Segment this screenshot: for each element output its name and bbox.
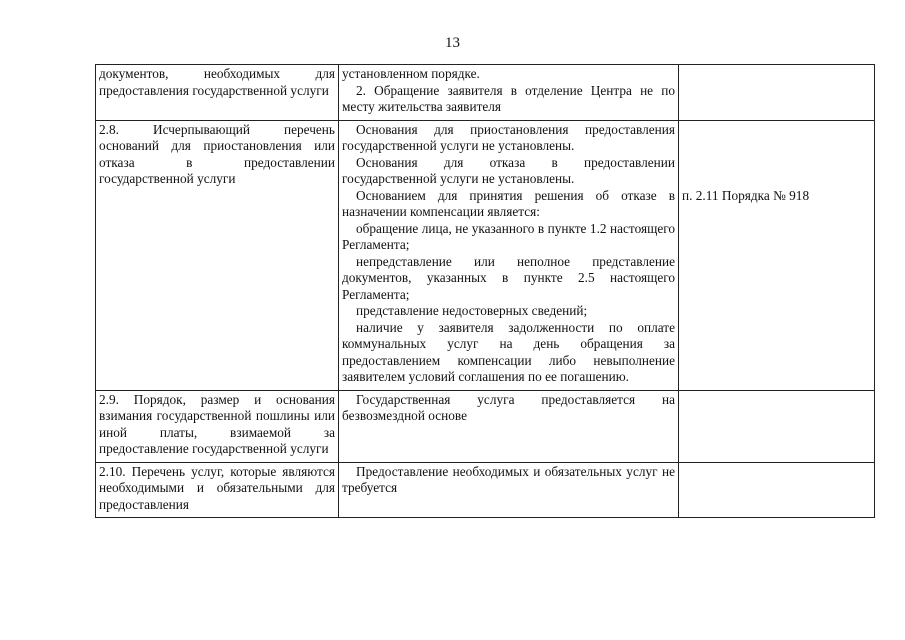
row-2-8-title-cell <box>96 120 339 390</box>
paragraph: Предоставление необходимых и обязательных услуг не требуется <box>342 463 675 495</box>
table-row <box>96 65 875 121</box>
paragraph: Основанием для принятия решения об отказе в назначении компенсации является: <box>342 187 675 219</box>
row-2-10-content-cell <box>339 462 679 518</box>
table-row <box>96 120 875 390</box>
row-2-9-content-cell <box>339 390 679 462</box>
paragraph: обращение лица, не указанного в пункте 1.2 настоящего Регламента; <box>342 220 675 252</box>
row-2-9-ref-cell <box>679 390 875 462</box>
row-2-10-title-cell <box>96 462 339 518</box>
row-2-8-content-cell <box>339 120 679 390</box>
row-prev-content-cell <box>339 65 679 121</box>
row-2-9-title: 2.9. Порядок, размер и основания взимания государственной пошлины или иной платы, взимаемой за предоставление государственной услуги <box>99 391 335 456</box>
paragraph: установленном порядке. <box>342 66 480 81</box>
row-prev-title-cell <box>96 65 339 121</box>
paragraph: Государственная услуга предоставляется на безвозмездной основе <box>342 391 675 423</box>
paragraph: наличие у заявителя задолженности по оплате коммунальных услуг на день обращения за предоставлением компенсации либо невыполнение заявителем условий соглашения по ее погашению. <box>342 319 675 384</box>
row-2-8-ref-cell <box>679 120 875 390</box>
paragraph: непредставление или неполное представление документов, указанных в пункте 2.5 настоящего Регламента; <box>342 253 675 302</box>
table-row <box>96 390 875 462</box>
row-2-10-ref-cell <box>679 462 875 518</box>
row-2-8-ref: п. 2.11 Порядка № 918 <box>682 187 810 203</box>
paragraph: 2. Обращение заявителя в отделение Центра не по месту жительства заявителя <box>342 82 675 114</box>
paragraph: Основания для приостановления предоставления государственной услуги не установлены. <box>342 121 675 153</box>
paragraph: представление недостоверных сведений; <box>356 303 588 318</box>
table-row <box>96 462 875 518</box>
paragraph: Основания для отказа в предоставлении государственной услуги не установлены. <box>342 154 675 186</box>
row-prev-title: документов, необходимых для предоставления государственной услуги <box>99 66 335 98</box>
row-2-10-title: 2.10. Перечень услуг, которые являются необходимыми и обязательными для предоставления <box>99 463 335 512</box>
row-2-8-title: 2.8. Исчерпывающий перечень оснований для приостановления или отказа в предоставлении государственной услуги <box>99 121 335 186</box>
row-prev-ref-cell <box>679 65 875 121</box>
row-2-9-title-cell <box>96 390 339 462</box>
regulation-table <box>95 64 875 518</box>
page-number: 13 <box>445 35 460 51</box>
